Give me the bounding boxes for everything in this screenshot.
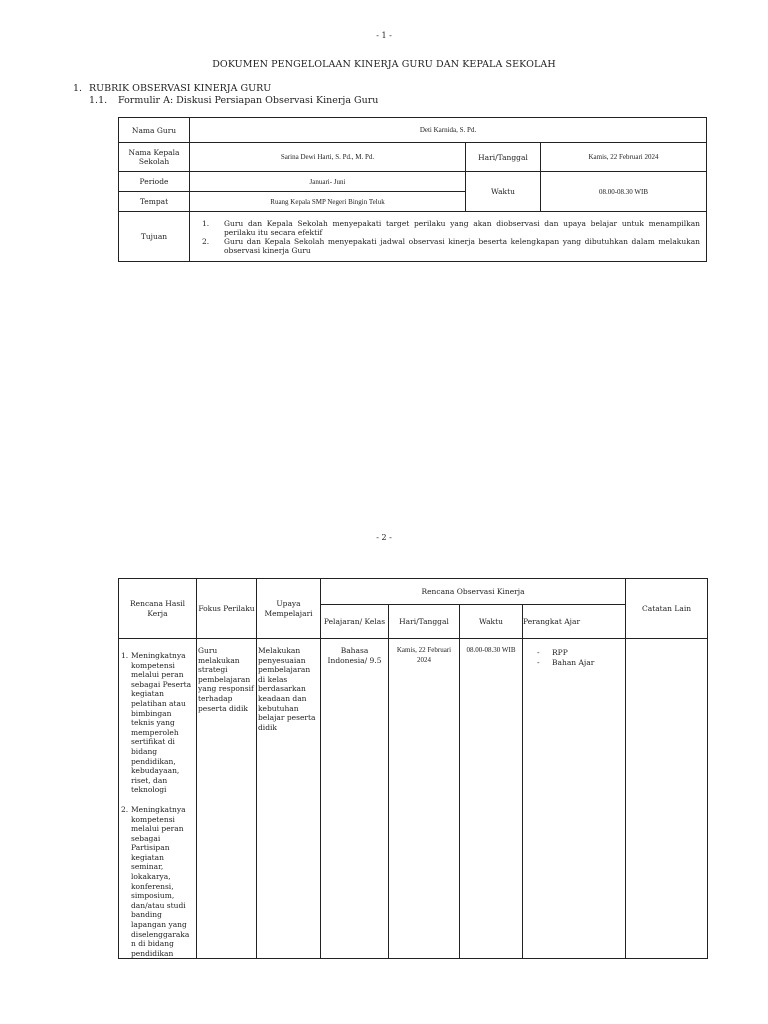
hari-value: Kamis, 22 Februari 2024 — [541, 143, 707, 172]
catatan-cell — [626, 639, 708, 959]
header-rencana-observasi: Rencana Observasi Kinerja — [321, 579, 626, 605]
tujuan-label: Tujuan — [119, 212, 190, 262]
upaya-cell: Melakukan penyesuaian pembelajaran di kelas berdasarkan keadaan dan kebutuhan belajar peserta didik — [257, 639, 321, 959]
fokus-cell: Guru melakukan strategi pembelajaran yang responsif terhadap peserta didik — [197, 639, 257, 959]
perangkat-bullet: - — [537, 648, 540, 657]
tujuan-text: Guru dan Kepala Sekolah menyepakati jadwal observasi kinerja beserta kelengkapan yang dibutuhkan dalam melakukan observasi kinerja Guru — [224, 236, 701, 255]
perangkat-text: Bahan Ajar — [552, 658, 595, 667]
header-upaya: Upaya Mempelajari — [257, 579, 321, 639]
periode-value: Januari- Juni — [190, 172, 466, 192]
rencana-item-num: 2. — [121, 804, 129, 814]
header-fokus: Fokus Perilaku — [197, 579, 257, 639]
tujuan-num: 1. — [202, 218, 210, 228]
header-rencana-hasil: Rencana Hasil Kerja — [119, 579, 197, 639]
rencana-observasi-table — [118, 578, 708, 959]
perangkat-item — [537, 658, 625, 668]
nama-guru-value: Deti Karnida, S. Pd. — [190, 118, 707, 143]
kepala-value: Sarina Dewi Harti, S. Pd., M. Pd. — [190, 143, 466, 172]
header-perangkat: Perangkat Ajar — [523, 605, 626, 639]
section-number: 1. — [73, 83, 83, 94]
rencana-item — [121, 805, 194, 959]
subsection-heading: Formulir A: Diskusi Persiapan Observasi Kinerja Guru — [118, 95, 379, 106]
form-a-table — [118, 117, 707, 262]
rencana-item — [121, 651, 194, 795]
kepala-label: Nama Kepala Sekolah — [119, 143, 190, 172]
page-number-1: - 1 - — [376, 31, 392, 40]
header-catatan: Catatan Lain — [626, 579, 708, 639]
perangkat-item — [537, 648, 625, 658]
periode-label: Periode — [119, 172, 190, 192]
hari-label: Hari/Tanggal — [466, 143, 541, 172]
tujuan-num: 2. — [202, 236, 210, 246]
subsection-number: 1.1. — [89, 95, 108, 106]
perangkat-bullet: - — [537, 658, 540, 667]
tujuan-item — [202, 219, 700, 237]
header-hari: Hari/Tanggal — [389, 605, 460, 639]
tujuan-list — [190, 212, 707, 262]
pelajaran-cell: Bahasa Indonesia/ 9.5 — [321, 639, 389, 959]
rencana-item-text: Meningkatnya kompetensi melalui peran sebagai Partisipan kegiatan seminar, lokakarya, konferensi, simposium, dan/atau studi banding lapangan yang diselenggaraka n di bidang pendidikan — [131, 804, 190, 958]
rencana-item-num: 1. — [121, 651, 129, 660]
waktu-label: Waktu — [466, 172, 541, 212]
waktu-value: 08.00-08.30 WIB — [541, 172, 707, 212]
perangkat-cell — [523, 639, 626, 959]
header-pelajaran: Pelajaran/ Kelas — [321, 605, 389, 639]
tujuan-item — [202, 237, 700, 255]
tempat-value: Ruang Kepala SMP Negeri Bingin Teluk — [190, 192, 466, 212]
perangkat-text: RPP — [552, 648, 568, 657]
tempat-label: Tempat — [119, 192, 190, 212]
hari-cell: Kamis, 22 Februari 2024 — [389, 639, 460, 959]
header-waktu: Waktu — [460, 605, 523, 639]
nama-guru-label: Nama Guru — [119, 118, 190, 143]
page-number-2: - 2 - — [376, 533, 392, 542]
waktu-cell: 08.00-08.30 WIB — [460, 639, 523, 959]
rencana-item-text: Meningkatnya kompetensi melalui peran sebagai Peserta kegiatan pelatihan atau bimbingan teknis yang memperoleh sertifikat di bidang pendidikan, kebudayaan, riset, dan teknologi — [131, 651, 192, 795]
tujuan-text: Guru dan Kepala Sekolah menyepakati target perilaku yang akan diobservasi dan upaya belajar untuk menampilkan perilaku itu secara efektif — [224, 218, 701, 237]
document-title: DOKUMEN PENGELOLAAN KINERJA GURU DAN KEPALA SEKOLAH — [212, 59, 556, 70]
rencana-hasil-cell — [119, 639, 197, 959]
section-heading: RUBRIK OBSERVASI KINERJA GURU — [89, 83, 272, 94]
